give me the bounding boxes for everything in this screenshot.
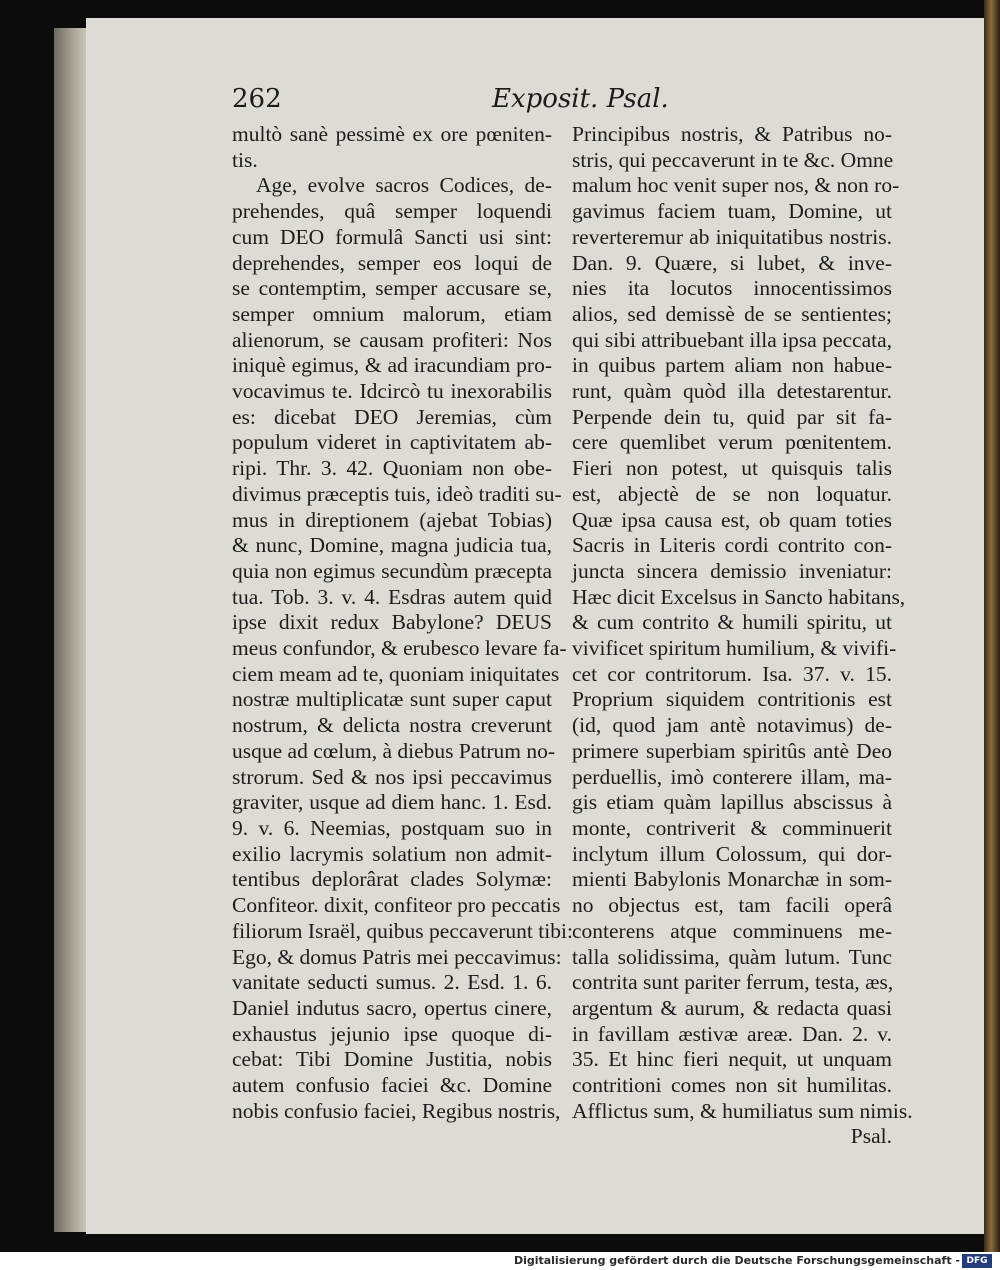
left-column bbox=[232, 122, 573, 1124]
text-line: & nunc, Domine, magna judicia tua, bbox=[232, 533, 552, 558]
text-line: & cum contrito & humili spiritu, ut bbox=[572, 610, 892, 635]
footer-credit: Digitalisierung gefördert durch die Deutsche Forschungsgemeinschaft - bbox=[513, 1254, 960, 1267]
right-column bbox=[572, 122, 913, 1150]
text-line: prehendes, quâ semper loquendi bbox=[232, 199, 552, 224]
text-line: argentum & aurum, & redacta quasi bbox=[572, 995, 892, 1020]
text-line: in quibus partem aliam non habue- bbox=[572, 353, 892, 378]
text-line: semper omnium malorum, etiam bbox=[232, 301, 552, 326]
text-line: es: dicebat DEO Jeremias, cùm bbox=[232, 404, 552, 429]
text-line: Ego, & domus Patris mei peccavimus: bbox=[232, 944, 562, 969]
text-line: filiorum Israël, quibus peccaverunt tibi: bbox=[232, 918, 573, 943]
text-line: primere superbiam spiritûs antè Deo bbox=[572, 738, 892, 763]
text-line: cum DEO formulâ Sancti usi sint: bbox=[232, 224, 552, 249]
text-line: multò sanè pessimè ex ore pœniten- bbox=[232, 122, 552, 146]
text-line: Proprium siquidem contritionis est bbox=[572, 687, 892, 712]
text-line: cet cor contritorum. Isa. 37. v. 15. bbox=[572, 661, 892, 686]
text-line: qui sibi attribuebant illa ipsa peccata, bbox=[572, 327, 893, 352]
text-line: vivificet spiritum humilium, & vivifi- bbox=[572, 636, 897, 661]
text-line: Perpende dein tu, quid par sit fa- bbox=[572, 404, 892, 429]
text-line: Age, evolve sacros Codices, de- bbox=[256, 173, 552, 198]
text-line: graviter, usque ad diem hanc. 1. Esd. bbox=[232, 790, 552, 815]
page-number: 262 bbox=[232, 84, 282, 114]
text-line: nies ita locutos innocentissimos bbox=[572, 276, 892, 301]
text-line: no objectus est, tam facili operâ bbox=[572, 893, 892, 918]
text-line: (id, quod jam antè notavimus) de- bbox=[572, 713, 892, 738]
text-line: gis etiam quàm lapillus abscissus à bbox=[572, 790, 892, 815]
text-line: se contemptim, semper accusare se, bbox=[232, 276, 552, 301]
dfg-logo: DFG bbox=[962, 1254, 992, 1268]
text-line: ipse dixit redux Babylone? DEUS bbox=[232, 610, 552, 635]
text-line: Hæc dicit Excelsus in Sancto habitans, bbox=[572, 584, 906, 609]
text-line: ripi. Thr. 3. 42. Quoniam non obe- bbox=[232, 456, 552, 481]
text-line: tentibus deplorârat clades Solymæ: bbox=[232, 867, 552, 892]
text-line: autem confusio faciei &c. Domine bbox=[232, 1073, 552, 1098]
text-line: alienorum, se causam profiteri: Nos bbox=[232, 327, 552, 352]
text-line: reverteremur ab iniquitatibus nostris. bbox=[572, 224, 892, 249]
text-line: Psal. bbox=[850, 1124, 892, 1149]
text-line: nostræ multiplicatæ sunt super caput bbox=[232, 687, 552, 712]
text-line: gavimus faciem tuam, Domine, ut bbox=[572, 199, 892, 224]
text-line: juncta sincera demissio inveniatur: bbox=[572, 558, 892, 583]
text-line: perduellis, imò conterere illam, ma- bbox=[572, 764, 892, 789]
text-line: Confiteor. dixit, confiteor pro peccatis bbox=[232, 893, 561, 918]
text-line: inclytum illum Colossum, qui dor- bbox=[572, 841, 892, 866]
text-line: Daniel indutus sacro, opertus cinere, bbox=[232, 995, 552, 1020]
text-line: 9. v. 6. Neemias, postquam suo in bbox=[232, 815, 552, 840]
text-line: vocavimus te. Idcircò tu inexorabilis bbox=[232, 379, 552, 404]
text-line: deprehendes, semper eos loqui de bbox=[232, 250, 552, 275]
text-line: Sacris in Literis cordi contrito con- bbox=[572, 533, 892, 558]
text-line: Principibus nostris, & Patribus no- bbox=[572, 122, 892, 146]
text-line: Dan. 9. Quære, si lubet, & inve- bbox=[572, 250, 892, 275]
text-line: conterens atque comminuens me- bbox=[572, 918, 892, 943]
page-edge bbox=[54, 28, 88, 1232]
text-line: meus confundor, & erubesco levare fa- bbox=[232, 636, 567, 661]
text-line: Quæ ipsa causa est, ob quam toties bbox=[572, 507, 892, 532]
text-line: mus in direptionem (ajebat Tobias) bbox=[232, 507, 552, 532]
text-line: Afflictus sum, & humiliatus sum nimis. bbox=[572, 1098, 913, 1123]
text-line: populum videret in captivitatem ab- bbox=[232, 430, 552, 455]
text-line: runt, quàm quòd illa detestarentur. bbox=[572, 379, 892, 404]
text-line: mienti Babylonis Monarchæ in som- bbox=[572, 867, 892, 892]
text-line: contritioni comes non sit humilitas. bbox=[572, 1073, 892, 1098]
text-line: stris, qui peccaverunt in te &c. Omne bbox=[572, 147, 894, 172]
text-line: talla solidissima, quàm lutum. Tunc bbox=[572, 944, 892, 969]
text-line: Fieri non potest, ut quisquis talis bbox=[572, 456, 892, 481]
text-line: tua. Tob. 3. v. 4. Esdras autem quid bbox=[232, 584, 552, 609]
text-line: nostrum, & delicta nostra creverunt bbox=[232, 713, 552, 738]
text-line: exhaustus jejunio ipse quoque di- bbox=[232, 1021, 552, 1046]
text-line: iniquè egimus, & ad iracundiam pro- bbox=[232, 353, 552, 378]
binding-strip bbox=[984, 0, 1000, 1252]
text-line: vanitate seducti sumus. 2. Esd. 1. 6. bbox=[232, 970, 552, 995]
text-line: exilio lacrymis solatium non admit- bbox=[232, 841, 552, 866]
text-line: divimus præceptis tuis, ideò traditi su- bbox=[232, 481, 562, 506]
text-line: in favillam æstivæ areæ. Dan. 2. v. bbox=[572, 1021, 892, 1046]
text-line: cere quemlibet verum pœnitentem. bbox=[572, 430, 892, 455]
text-line: 35. Et hinc fieri nequit, ut unquam bbox=[572, 1047, 892, 1072]
text-line: nobis confusio faciei, Regibus nostris, bbox=[232, 1098, 561, 1123]
text-line: alios, sed demissè de se sentientes; bbox=[572, 301, 892, 326]
text-line: tis. bbox=[232, 147, 258, 172]
text-line: malum hoc venit super nos, & non ro- bbox=[572, 173, 900, 198]
text-line: usque ad cœlum, à diebus Patrum no- bbox=[232, 738, 556, 763]
text-line: strorum. Sed & nos ipsi peccavimus bbox=[232, 764, 552, 789]
text-line: contrita sunt pariter ferrum, testa, æs, bbox=[572, 970, 894, 995]
text-line: quia non egimus secundùm præcepta bbox=[232, 558, 552, 583]
text-line: monte, contriverit & comminuerit bbox=[572, 815, 892, 840]
text-line: cebat: Tibi Domine Justitia, nobis bbox=[232, 1047, 552, 1072]
text-line: est, abjectè de se non loquatur. bbox=[572, 481, 892, 506]
running-head: Exposit. Psal. bbox=[492, 84, 669, 114]
text-line: ciem meam ad te, quoniam iniquitates bbox=[232, 661, 560, 686]
